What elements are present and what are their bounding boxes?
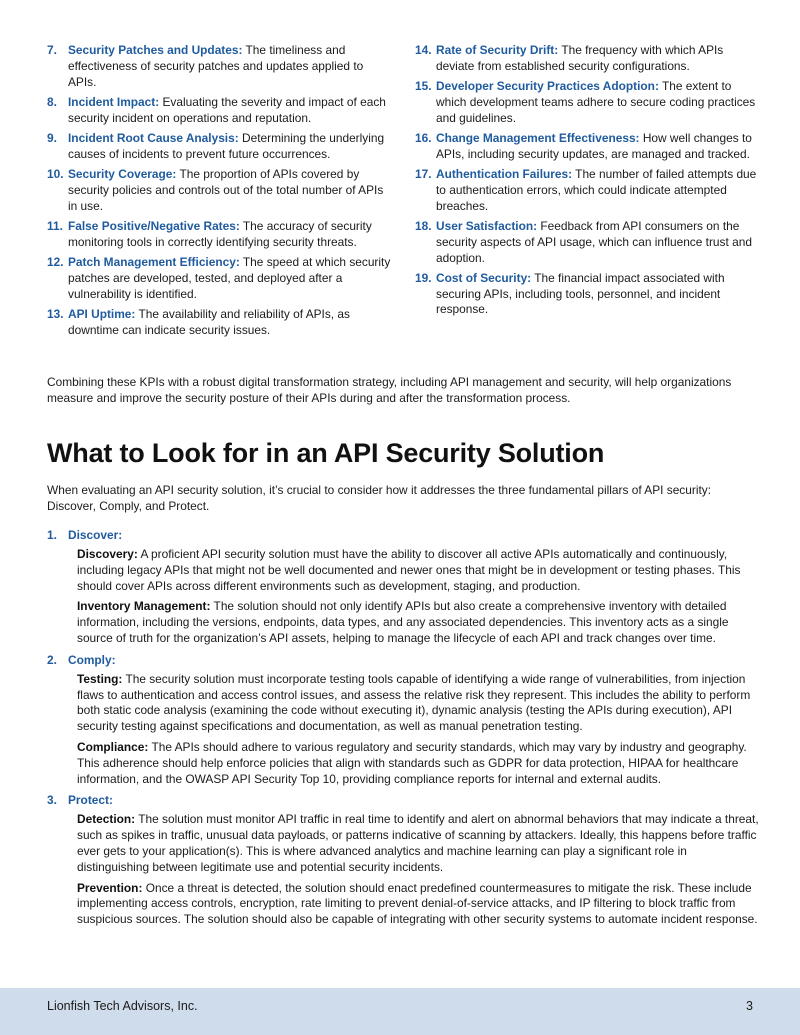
kpi-number: 11. <box>47 218 63 233</box>
footer-company-name: Lionfish Tech Advisors, Inc. <box>47 999 198 1013</box>
kpi-term: Security Patches and Updates: <box>68 43 243 57</box>
kpi-description: The availability and reliability of APIs, as downtime can indicate security issues. <box>68 306 350 337</box>
kpi-term: Authentication Failures: <box>436 167 573 182</box>
kpi-item <box>415 271 763 318</box>
kpi-description: Evaluating the severity and impact of each security incident on operations and reputation. <box>68 94 386 125</box>
kpi-item <box>47 131 392 163</box>
kpi-column-right <box>415 43 763 323</box>
pillar-term: Detection: <box>77 812 136 827</box>
kpi-item <box>415 131 763 163</box>
kpi-description: Determining the underlying causes of incidents to prevent future occurrences. <box>68 130 385 161</box>
kpi-item <box>47 255 392 302</box>
kpi-description: The timeliness and effectiveness of security patches and updates applied to APIs. <box>68 43 364 89</box>
pillar-heading <box>47 792 759 808</box>
pillar-term: Testing: <box>77 671 123 686</box>
pillar-text: The APIs should adhere to various regulatory and security standards, which may vary by industry and geography. This adherence should help enforce policies that align with standards such as GDPR for data protection, HIPAA for healthcare information, and the OWASP API Security Top 10, providing compliance reports for internal and external audits. <box>77 739 747 786</box>
kpi-description: The accuracy of security monitoring tools in correctly identifying security threats. <box>68 218 372 249</box>
kpi-description: The speed at which security patches are developed, tested, and deployed after a vulnerability is identified. <box>68 255 391 301</box>
pillar-paragraph <box>77 599 759 646</box>
kpi-number: 13. <box>47 306 64 321</box>
kpi-term: Change Management Effectiveness: <box>436 130 640 145</box>
kpi-term: API Uptime: <box>68 306 136 321</box>
pillar-text: The solution should not only identify APIs but also create a comprehensive inventory with detailed information, including the versions, endpoints, data types, and any associated dependencies. This inventory acts as a single source of truth for the organization’s API assets, helping to manage the lifecycle of each API and track changes over time. <box>77 599 729 645</box>
kpi-number: 19. <box>415 270 432 285</box>
kpi-description: How well changes to APIs, including security updates, are managed and tracked. <box>436 130 752 161</box>
pillar-number: 1. <box>47 528 57 542</box>
kpi-number: 15. <box>415 79 432 94</box>
kpi-list <box>47 43 759 363</box>
kpi-column-left <box>47 43 392 343</box>
pillar-term: Discovery: <box>77 547 138 561</box>
kpi-item <box>47 95 392 127</box>
pillar-protect <box>47 792 759 928</box>
kpi-item <box>47 219 392 251</box>
kpi-term: Incident Root Cause Analysis: <box>68 130 239 145</box>
kpi-item <box>47 43 392 90</box>
kpi-description: The frequency with which APIs deviate from established security configurations. <box>436 43 724 73</box>
pillar-text: Once a threat is detected, the solution should enact predefined countermeasures to mitigate the risk. These include implementing access controls, encryption, rate limiting to prevent denial-of-service attacks, and IP filtering to block traffic from suspicious sources. The solution should also be capable of integrating with other security systems to automate incident response. <box>77 880 758 927</box>
kpi-number: 12. <box>47 255 64 270</box>
kpi-number: 14. <box>415 43 432 57</box>
kpi-item <box>415 219 763 266</box>
kpi-number: 10. <box>47 167 64 182</box>
kpi-term: Patch Management Efficiency: <box>68 255 240 270</box>
kpi-description: Feedback from API consumers on the security aspects of API usage, which can influence trust and adoption. <box>436 218 752 265</box>
kpi-summary-paragraph: Combining these KPIs with a robust digital transformation strategy, including API management and security, will help organizations measure and improve the security posture of their APIs during and after the transformation process. <box>47 375 732 405</box>
pillar-term: Prevention: <box>77 880 143 895</box>
kpi-term: Incident Impact: <box>68 94 160 109</box>
pillar-number: 3. <box>47 793 57 808</box>
pillar-paragraph <box>77 672 759 735</box>
kpi-item <box>415 43 763 75</box>
pillar-term: Inventory Management: <box>77 599 211 614</box>
kpi-number: 9. <box>47 130 57 145</box>
section-intro: When evaluating an API security solution, it’s crucial to consider how it addresses the three fundamental pillars of API security: Discover, Comply, and Protect. <box>47 483 712 513</box>
pillar-paragraph <box>77 812 759 875</box>
pillar-title: Discover: <box>68 528 123 542</box>
pillar-term: Compliance: <box>77 739 149 754</box>
kpi-item <box>415 167 763 214</box>
kpi-item <box>47 167 392 214</box>
kpi-term: Cost of Security: <box>436 270 532 285</box>
kpi-term: False Positive/Negative Rates: <box>68 218 240 233</box>
pillar-text: The solution must monitor API traffic in real time to identify and alert on abnormal behaviors that may indicate a threat, such as spikes in traffic, unusual data payloads, or patterns indicative of scanning by attackers. Ideally, this happens before traffic ever gets to your application(s). This is where advanced analytics and machine learning can play a significant role in distinguishing between legitimate use and potential security incidents. <box>77 812 759 874</box>
pillar-title: Protect: <box>68 793 113 808</box>
kpi-description: The financial impact associated with securing APIs, including tools, personnel, and incident response. <box>436 270 725 317</box>
kpi-description: The number of failed attempts due to authentication errors, which could indicate attempted breaches. <box>436 167 757 213</box>
pillar-text: The security solution must incorporate testing tools capable of identifying a wide range of vulnerabilities, from injection flaws to authentication and access control issues, and assess the relative risk they represent. This includes the ability to perform both static code analysis (examining the code without executing it), dynamic analysis (testing the APIs during execution), API security testing against specifications and documentation, as well as manual penetration testing. <box>77 671 751 734</box>
pillar-heading <box>47 652 759 668</box>
pillar-comply <box>47 652 759 788</box>
section-heading: What to Look for in an API Security Solution <box>47 438 605 468</box>
kpi-description: The proportion of APIs covered by security policies and controls out of the total number of APIs in use. <box>68 167 384 213</box>
pillar-paragraph <box>77 547 759 594</box>
kpi-item <box>47 307 392 339</box>
kpi-number: 16. <box>415 130 432 145</box>
page-footer <box>0 988 800 1035</box>
pillar-title: Comply: <box>68 652 116 667</box>
pillar-paragraph <box>77 740 759 787</box>
kpi-term: Developer Security Practices Adoption: <box>436 79 659 94</box>
pillar-list <box>47 527 759 933</box>
kpi-number: 18. <box>415 218 432 233</box>
pillar-number: 2. <box>47 652 57 667</box>
kpi-description: The extent to which development teams adhere to secure coding practices and guidelines. <box>436 79 756 125</box>
kpi-number: 7. <box>47 43 57 57</box>
pillar-heading <box>47 527 759 543</box>
kpi-number: 8. <box>47 94 57 109</box>
kpi-item <box>415 79 763 126</box>
kpi-term: Security Coverage: <box>68 167 177 182</box>
kpi-term: User Satisfaction: <box>436 218 538 233</box>
kpi-term: Rate of Security Drift: <box>436 43 559 57</box>
pillar-discover <box>47 527 759 647</box>
page-number: 3 <box>746 999 753 1013</box>
pillar-text: A proficient API security solution must have the ability to discover all active APIs automatically and continuously, including legacy APIs that might not be well documented and newer ones that might be in development or testing phases. This should cover APIs across different environments such as development, staging, and production. <box>77 547 741 593</box>
pillar-paragraph <box>77 881 759 928</box>
kpi-number: 17. <box>415 167 432 182</box>
